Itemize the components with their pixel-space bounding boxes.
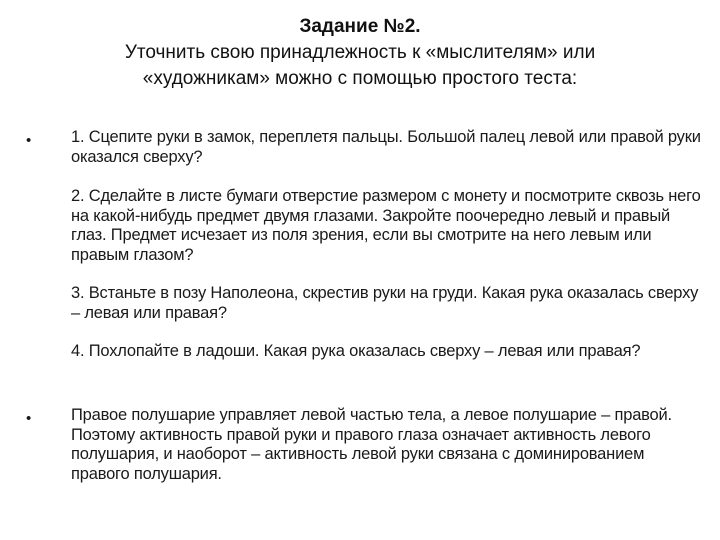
step-4-text: 4. Похлопайте в ладоши. Какая рука оказалась сверху – левая или правая?	[71, 342, 641, 360]
slide-title	[80, 14, 640, 92]
subtitle-line-1: Уточнить свою принадлежность к «мыслителям» или	[124, 42, 596, 63]
task-heading: Задание №2.	[299, 16, 421, 37]
subtitle-line-2: «художникам» можно с помощью простого теста:	[142, 68, 578, 89]
step-1-text: 1. Сцепите руки в замок, переплетя пальцы. Большой палец левой или правой руки оказался сверху?	[71, 128, 701, 166]
conclusion-text: Правое полушарие управляет левой частью тела, а левое полушарие – правой. Поэтому активность правой руки и правого глаза означает активность левого полушария, и наоборот – активность левой руки связана с доминированием правого полушария.	[71, 406, 672, 483]
bullet-dot-icon: •	[26, 410, 32, 427]
step-2-text: 2. Сделайте в листе бумаги отверстие размером с монету и посмотрите сквозь него на какой-нибудь предмет двумя глазами. Закройте поочередно левый и правый глаз. Предмет исчезает из поля зрения, если вы смотрите на него левым или правым глазом?	[71, 187, 701, 264]
bullet-dot-icon: •	[26, 132, 32, 149]
step-3-text: 3. Встаньте в позу Наполеона, скрестив руки на груди. Какая рука оказалась сверху – левая или правая?	[71, 284, 699, 322]
